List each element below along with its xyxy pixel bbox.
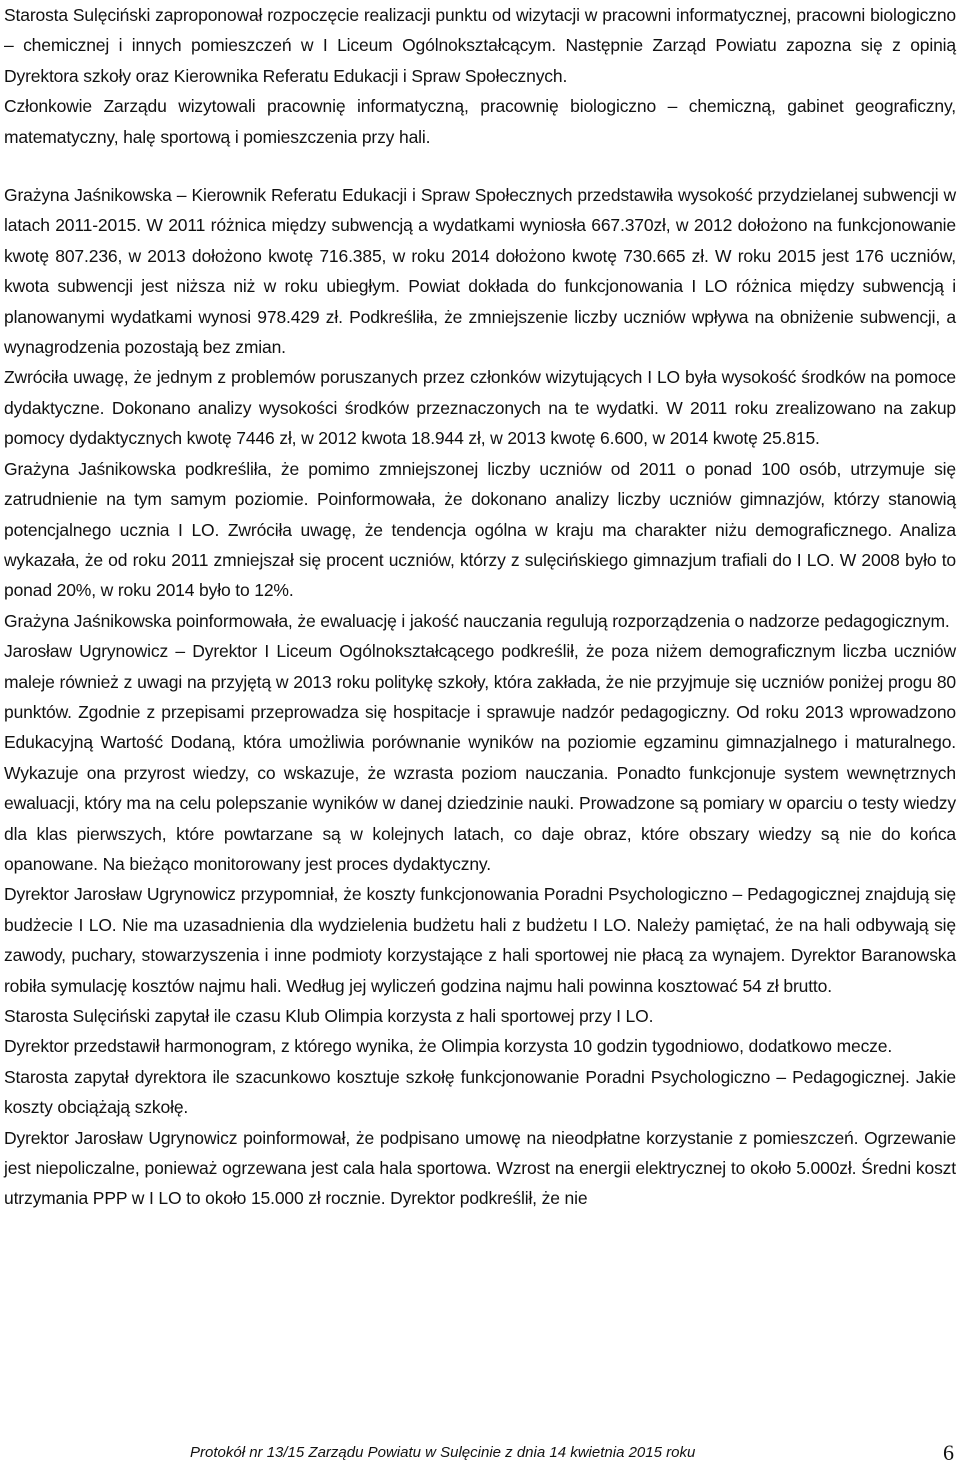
paragraph-3: Grażyna Jaśnikowska – Kierownik Referatu Edukacji i Spraw Społecznych przedstawiła wysokość przydzielanej subwencji w latach 2011-2015. W 2011 różnica między subwencją a wydatkami wyniosła 667.370zł, w 2012 dołożono na funkcjonowanie kwotę 807.236, w 2013 dołożono kwotę 716.385, w roku 2014 dołożono kwotę 730.665 zł. W roku 2015 jest 176 uczniów, kwota subwencji jest niższa niż w roku ubiegłym. Powiat dokłada do funkcjonowania I LO różnica między subwencją i planowanymi wydatkami wynosi 978.429 zł. Podkreśliła, że zmniejszenie liczby uczniów wpływa na obniżenie subwencji, a wynagrodzenia pozostają bez zmian. [4, 185, 956, 358]
paragraph-5: Grażyna Jaśnikowska podkreśliła, że pomimo zmniejszonej liczby uczniów od 2011 o ponad 100 osób, utrzymuje się zatrudnienie na tym samym poziomie. Poinformowała, że dokonano analizy liczby uczniów gimnazjów, którzy stanowią potencjalnego ucznia I LO. Zwróciła uwagę, że tendencja ogólna w kraju ma charakter niżu demograficznego. Analiza wykazała, że od roku 2011 zmniejszał się procent uczniów, którzy z sulęcińskiego gimnazjum trafiali do I LO. W 2008 było to ponad 20%, w roku 2014 było to 12%. [4, 458, 956, 601]
paragraph-12: Dyrektor Jarosław Ugrynowicz poinformował, że podpisano umowę na nieodpłatne korzystanie z pomieszczeń. Ogrzewanie jest niepoliczalne, ponieważ ogrzewana jest cala hala sportowa. Wzrost na energii elektrycznej to około 5.000zł. Średni koszt utrzymania PPP w I LO to około 15.000 zł rocznie. Dyrektor podkreślił, że nie [4, 1127, 956, 1209]
document-body [4, 0, 956, 1214]
paragraph-2: Członkowie Zarządu wizytowali pracownię informatyczną, pracownię biologiczno – chemiczną, gabinet geograficzny, matematyczny, halę sportową i pomieszczenia przy hali. [4, 96, 956, 147]
paragraph-7: Jarosław Ugrynowicz – Dyrektor I Liceum Ogólnokształcącego podkreślił, że poza niżem demograficznym liczba uczniów maleje również z uwagi na przyjętą w 2013 roku politykę szkoły, która zakłada, że nie przyjmuje się uczniów poniżej progu 80 punktów. Zgodnie z przepisami przeprowadza się hospitacje i sprawuje nadzór pedagogiczny. Od roku 2013 wprowadzono Edukacyjną Wartość Dodaną, która umożliwia porównanie wyników na poziomie egzaminu gimnazjalnego i maturalnego. Wykazuje ona przyrost wiedzy, co wskazuje, że wzrasta poziom nauczania. Ponadto funkcjonuje system wewnętrznych ewaluacji, który ma na celu polepszanie wyników w danej dziedzinie nauki. Prowadzone są pomiary w oparciu o testy wiedzy dla klas pierwszych, które powtarzane są w kolejnych latach, co daje obraz, które obszary wiedzy są nie do końca opanowane. Na bieżąco monitorowany jest proces dydaktyczny. [4, 641, 956, 874]
paragraph-6: Grażyna Jaśnikowska poinformowała, że ewaluację i jakość nauczania regulują rozporządzenia o nadzorze pedagogicznym. [4, 610, 950, 631]
paragraph-8: Dyrektor Jarosław Ugrynowicz przypomniał, że koszty funkcjonowania Poradni Psychologiczno – Pedagogicznej znajdują się budżecie I LO. Nie ma uzasadnienia dla wydzielenia budżetu hali z budżetu I LO. Należy pamiętać, że na hali odbywają się zawody, puchary, stowarzyszenia i inne podmioty korzystające z hali sportowej nie płacą za wynajem. Dyrektor Baranowska robiła symulację kosztów najmu hali. Według jej wyliczeń godzina najmu hali powinna kosztować 54 zł brutto. [4, 884, 956, 996]
footer-protocol-text: Protokół nr 13/15 Zarządu Powiatu w Sulęcinie z dnia 14 kwietnia 2015 roku [190, 1444, 696, 1461]
paragraph-1: Starosta Sulęciński zaproponował rozpoczęcie realizacji punktu od wizytacji w pracowni informatycznej, pracowni biologiczno – chemicznej i innych pomieszczeń w I Liceum Ogólnokształcącym. Następnie Zarząd Powiatu zapozna się z opinią Dyrektora szkoły oraz Kierownika Referatu Edukacji i Spraw Społecznych. [4, 5, 956, 86]
page-footer [190, 1434, 960, 1468]
page-number: 6 [943, 1440, 954, 1465]
paragraph-gap [4, 152, 956, 180]
paragraph-4: Zwróciła uwagę, że jednym z problemów poruszanych przez członków wizytujących I LO była wysokość środków na pomoce dydaktyczne. Dokonano analizy wysokości środków przeznaczonych na te wydatki. W 2011 roku zrealizowano na zakup pomocy dydaktycznych kwotę 7446 zł, w 2012 kwota 18.944 zł, w 2013 kwotę 6.600, w 2014 kwotę 25.815. [4, 367, 956, 449]
paragraph-9: Starosta Sulęciński zapytał ile czasu Klub Olimpia korzysta z hali sportowej przy I LO. [4, 1006, 654, 1026]
paragraph-10: Dyrektor przedstawił harmonogram, z którego wynika, że Olimpia korzysta 10 godzin tygodniowo, dodatkowo mecze. [4, 1036, 893, 1057]
paragraph-11: Starosta zapytał dyrektora ile szacunkowo kosztuje szkołę funkcjonowanie Poradni Psychologiczno – Pedagogicznej. Jakie koszty obciążają szkołę. [4, 1066, 956, 1118]
